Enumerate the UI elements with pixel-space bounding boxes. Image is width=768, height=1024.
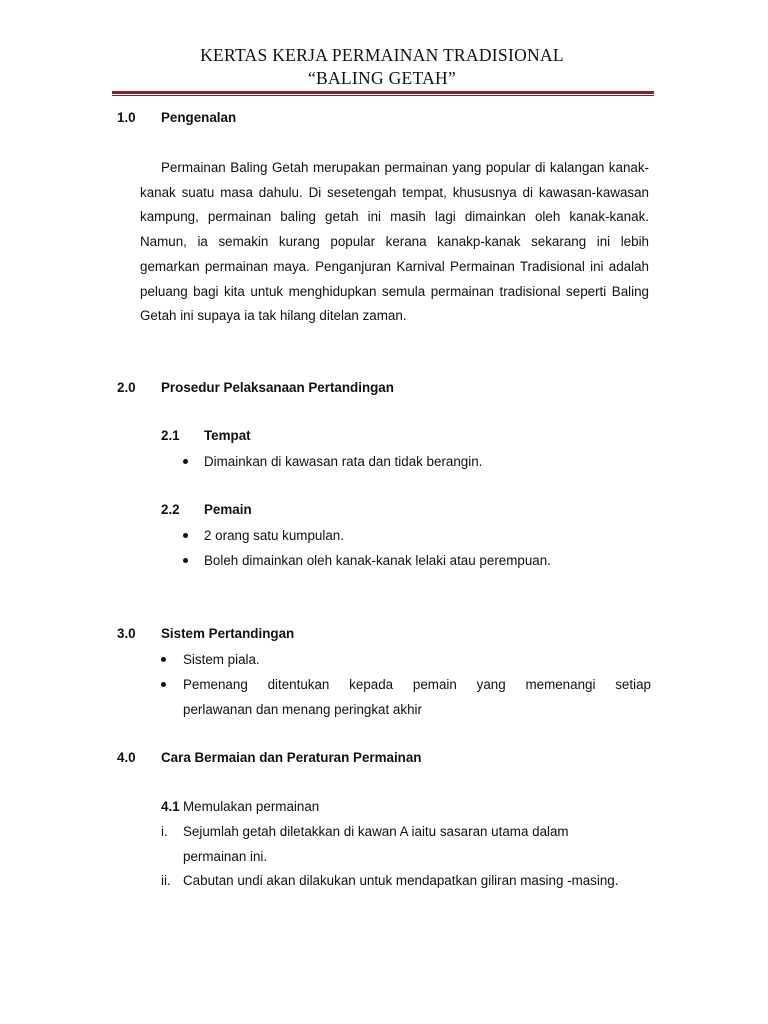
- system-item-2-line-1: [183, 677, 651, 692]
- word: ditentukan: [267, 677, 330, 692]
- list-marker: i.: [161, 824, 168, 839]
- word: yang: [476, 677, 506, 692]
- system-item-2-line-2: perlawanan dan menang peringkat akhir: [183, 702, 422, 717]
- list-marker: ii.: [161, 873, 171, 888]
- word: memenangi: [525, 677, 596, 692]
- title-rule-thin: [112, 95, 654, 96]
- list-item: Boleh dimainkan oleh kanak-kanak lelaki atau perempuan.: [204, 553, 551, 568]
- title-rule-thick: [112, 91, 654, 94]
- list-item: Sistem piala.: [183, 652, 260, 667]
- section-3-number: 3.0: [117, 626, 136, 641]
- list-item: Cabutan undi akan dilakukan untuk mendapatkan giliran masing -masing.: [183, 873, 619, 888]
- subsection-4-1-heading: Memulakan permainan: [183, 799, 320, 814]
- bullet-icon: [161, 657, 166, 662]
- word: pemain: [412, 677, 457, 692]
- section-3-heading: Sistem Pertandingan: [161, 626, 295, 641]
- title-line-2: “BALING GETAH”: [307, 68, 457, 88]
- word: Pemenang: [183, 677, 248, 692]
- section-4-number: 4.0: [117, 750, 136, 765]
- word: kepada: [349, 677, 394, 692]
- document-title: [112, 44, 652, 90]
- intro-paragraph-text: Permainan Baling Getah merupakan permainan yang popular di kalangan kanak-kanak suatu masa dahulu. Di sesetengah tempat, khususnya di kawasan-kawasan kampung, permainan baling getah ini masih lagi dimainkan oleh kanak-kanak. Namun, ia semakin kurang popular kerana kanakp-kanak sekarang ini lebih gemarkan permainan maya. Penganjuran Karnival Permainan Tradisional ini adalah peluang bagi kita untuk menghidupkan semula permainan tradisional seperti Baling Getah ini supaya ia tak hilang ditelan zaman.: [140, 160, 649, 324]
- bullet-icon: [183, 533, 188, 538]
- bullet-icon: [183, 459, 188, 464]
- bullet-icon: [183, 558, 188, 563]
- section-1-heading: Pengenalan: [161, 110, 237, 125]
- section-2-number: 2.0: [117, 380, 136, 395]
- list-item: Dimainkan di kawasan rata dan tidak berangin.: [204, 454, 483, 469]
- list-item-continuation: permainan ini.: [183, 849, 268, 864]
- section-2-heading: Prosedur Pelaksanaan Pertandingan: [161, 380, 394, 395]
- section-1-paragraph: [140, 156, 649, 329]
- subsection-2-1-number: 2.1: [161, 428, 180, 443]
- word: setiap: [615, 677, 651, 692]
- subsection-2-2-number: 2.2: [161, 502, 180, 517]
- subsection-2-2-heading: Pemain: [204, 502, 252, 517]
- section-4-heading: Cara Bermaian dan Peraturan Permainan: [161, 750, 422, 765]
- subsection-2-1-heading: Tempat: [204, 428, 251, 443]
- subsection-4-1-number: 4.1: [161, 799, 180, 814]
- bullet-icon: [161, 682, 166, 687]
- list-item: 2 orang satu kumpulan.: [204, 528, 344, 543]
- section-1-number: 1.0: [117, 110, 136, 125]
- list-item: Sejumlah getah diletakkan di kawan A iaitu sasaran utama dalam: [183, 824, 569, 839]
- title-line-1: KERTAS KERJA PERMAINAN TRADISIONAL: [200, 45, 564, 65]
